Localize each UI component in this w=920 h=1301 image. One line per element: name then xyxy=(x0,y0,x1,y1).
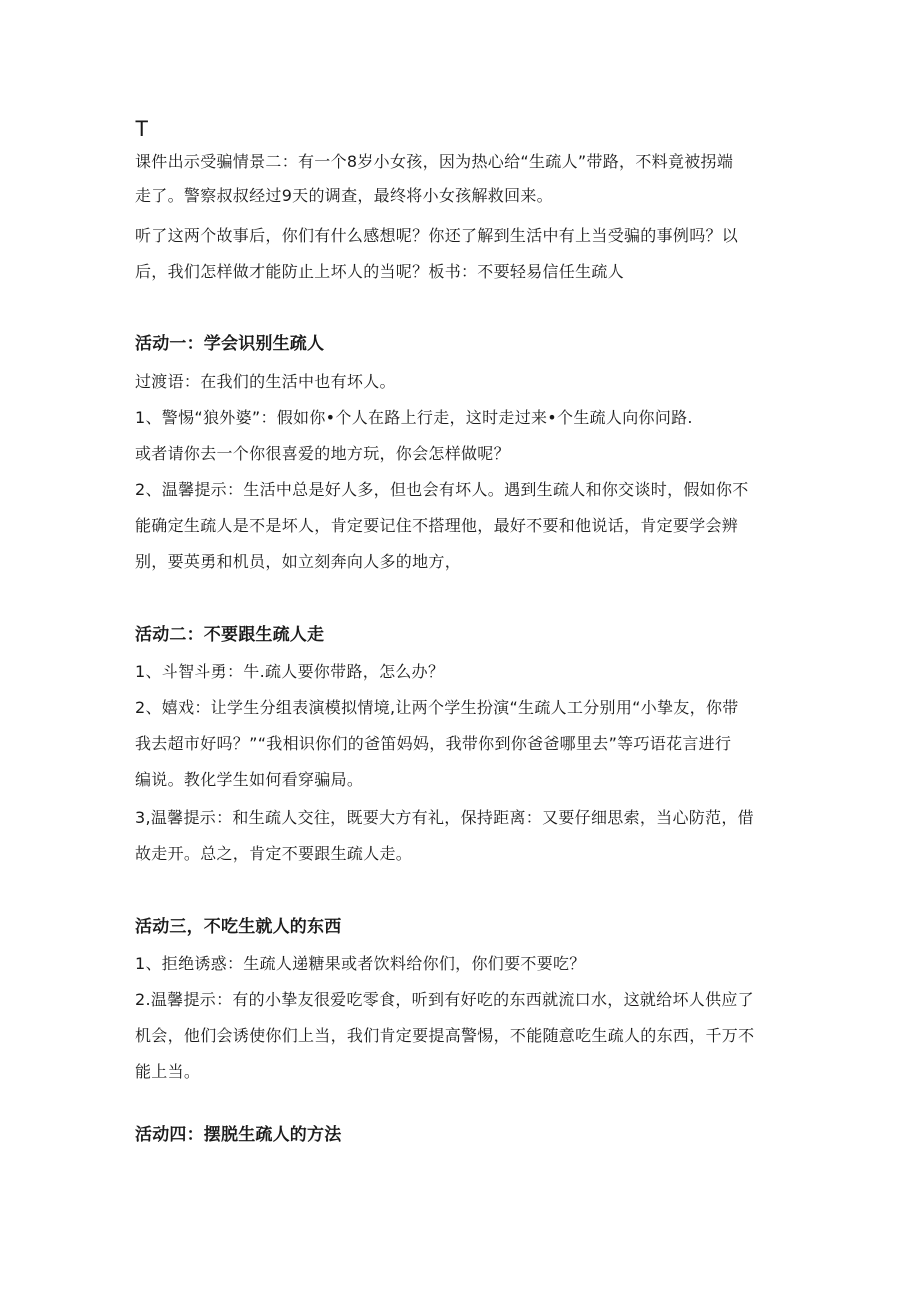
activity3-heading: 活动三，不吃生就人的东西 xyxy=(135,917,342,937)
activity2-line-4: 编说。教化学生如何看穿骗局。 xyxy=(135,770,364,789)
activity4-heading: 活动四：摆脱生疏人的方法 xyxy=(135,1125,342,1145)
intro-line-2: 走了。警察叔叔经过9天的调查，最终将小女孩解救回来。 xyxy=(135,186,553,205)
intro-line-3: 听了这两个故事后，你们有什么感想呢？你还了解到生活中有上当受骗的事例吗？以 xyxy=(135,226,739,245)
activity3-line-2: 2.温馨提示：有的小挚友很爱吃零食，听到有好吃的东西就流口水，这就给坏人供应了 xyxy=(135,990,754,1009)
activity2-heading: 活动二：不要跟生疏人走 xyxy=(135,625,325,645)
activity1-line-2: 1、警惕“狼外婆”：假如你•个人在路上行走，这时走过来•个生疏人向你问路. xyxy=(135,408,693,427)
activity1-line-1: 过渡语：在我们的生活中也有坏人。 xyxy=(135,372,396,391)
activity3-line-1: 1、拒绝诱惑：生疏人递糖果或者饮料给你们，你们要不要吃？ xyxy=(135,954,586,973)
intro-line-4: 后，我们怎样做才能防止上坏人的当呢？板书：不要轻易信任生疏人 xyxy=(135,262,625,281)
activity1-heading: 活动一：学会识别生疏人 xyxy=(135,334,325,354)
activity3-line-4: 能上当。 xyxy=(135,1062,201,1081)
activity2-line-1: 1、斗智斗勇：牛.疏人要你带路，怎么办？ xyxy=(135,662,445,681)
intro-line-1: 课件出示受骗情景二：有一个8岁小女孩，因为热心给“生疏人”带路，不料竟被拐端 xyxy=(135,152,734,171)
activity1-line-5: 能确定生疏人是不是坏人，肯定要记住不搭理他，最好不要和他说话，肯定要学会辨 xyxy=(135,516,739,535)
activity2-line-3: 我去超市好吗？”“我相识你们的爸笛妈妈，我带你到你爸爸哪里去”等巧语花言进行 xyxy=(135,734,732,753)
activity1-line-4: 2、温馨提示：生活中总是好人多，但也会有坏人。遇到生疏人和你交谈时，假如你不 xyxy=(135,480,749,499)
activity3-line-3: 机会，他们会诱使你们上当，我们肯定要提高警惕，不能随意吃生疏人的东西，千万不 xyxy=(135,1026,755,1045)
activity1-line-3: 或者请你去一个你很喜爱的地方玩，你会怎样做呢？ xyxy=(135,444,510,463)
activity2-line-2: 2、嬉戏：让学生分组表演模拟情境,让两个学生扮演“生疏人工分别用“小挚友，你带 xyxy=(135,698,739,717)
activity2-line-5: 3,温馨提示：和生疏人交往，既要大方有礼，保持距离：又要仔细思索，当心防范，借 xyxy=(135,808,754,827)
activity1-line-6: 别，要英勇和机员，如立刻奔向人多的地方， xyxy=(135,552,462,571)
top-mark: T xyxy=(135,116,149,141)
activity2-line-6: 故走开。总之，肯定不要跟生疏人走。 xyxy=(135,844,413,863)
